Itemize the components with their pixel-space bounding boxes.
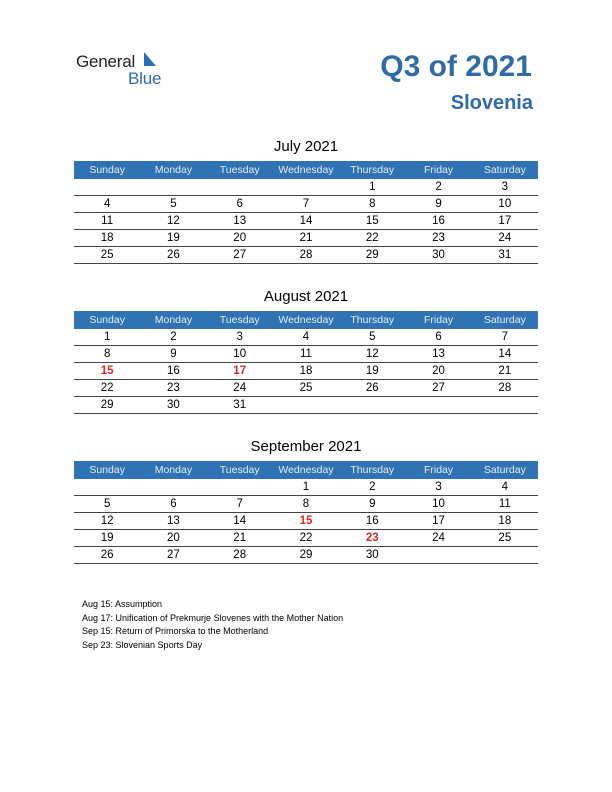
day-cell: 6 — [435, 331, 442, 343]
week-row — [74, 213, 538, 230]
day-cell — [74, 179, 140, 195]
day-cell — [273, 179, 339, 195]
day-cell: 30 — [365, 549, 379, 561]
holiday-note: Aug 17: Unification of Prekmurje Slovenes with the Mother Nation — [82, 612, 344, 623]
day-cell: 24 — [432, 532, 445, 544]
day-cell: 9 — [170, 348, 177, 360]
weeks — [74, 329, 538, 414]
day-cell — [472, 397, 538, 413]
day-cell: 11 — [498, 498, 511, 510]
day-cell: 7 — [501, 331, 509, 343]
day-cell: 24 — [498, 232, 512, 244]
day-cell: 20 — [233, 232, 247, 244]
weekday-label: Friday — [423, 314, 454, 326]
day-cell: 18 — [299, 365, 313, 377]
day-cell: 20 — [432, 365, 445, 377]
day-cell: 6 — [170, 498, 177, 510]
week-row — [74, 346, 538, 363]
weekday-label: Tuesday — [219, 164, 260, 176]
day-cell: 31 — [498, 249, 512, 261]
day-cell: 2 — [170, 331, 177, 343]
weekday-label: Monday — [154, 464, 193, 476]
logo-word-blue: Blue — [128, 69, 162, 88]
page-title: Q3 of 2021 — [380, 50, 532, 83]
logo-triangle-icon — [144, 52, 156, 66]
day-cell: 27 — [233, 249, 247, 261]
day-cell: 30 — [432, 249, 445, 261]
day-cell — [207, 479, 273, 495]
day-cell: 26 — [167, 249, 180, 261]
day-cell: 13 — [432, 348, 445, 360]
day-cell: 23 — [365, 532, 379, 544]
week-row — [74, 530, 538, 547]
day-cell: 16 — [365, 515, 379, 527]
day-cell: 10 — [498, 198, 512, 210]
day-cell: 23 — [432, 232, 445, 244]
day-cell: 5 — [170, 198, 177, 210]
week-row — [74, 179, 538, 196]
day-cell: 29 — [365, 249, 379, 261]
day-cell: 19 — [100, 532, 114, 544]
month-august — [74, 286, 538, 414]
day-cell: 19 — [365, 365, 379, 377]
day-cell: 8 — [103, 348, 111, 360]
day-cell: 5 — [103, 498, 111, 510]
day-cell: 25 — [498, 532, 512, 544]
day-cell: 15 — [365, 215, 379, 227]
day-cell: 1 — [302, 481, 310, 493]
day-cell: 18 — [498, 515, 512, 527]
day-cell: 17 — [432, 515, 445, 527]
day-cell: 14 — [498, 348, 512, 360]
week-row — [74, 247, 538, 264]
week-row — [74, 363, 538, 380]
day-cell: 24 — [233, 382, 247, 394]
day-cell: 23 — [167, 382, 180, 394]
weekday-label: Friday — [423, 464, 454, 476]
weekday-label: Sunday — [89, 464, 125, 476]
weekday-label: Sunday — [89, 164, 125, 176]
day-cell: 29 — [100, 399, 114, 411]
day-cell: 13 — [167, 515, 180, 527]
day-cell — [273, 397, 339, 413]
day-cell: 9 — [369, 498, 376, 510]
day-cell: 7 — [236, 498, 243, 510]
week-row — [74, 196, 538, 213]
day-cell: 12 — [100, 515, 114, 527]
day-cell: 10 — [233, 348, 247, 360]
weekday-header — [74, 461, 538, 479]
day-cell: 13 — [233, 215, 247, 227]
weeks — [74, 179, 538, 264]
day-cell: 28 — [233, 549, 247, 561]
week-row — [74, 513, 538, 530]
day-cell: 4 — [302, 331, 310, 343]
day-cell: 11 — [300, 348, 312, 360]
day-cell: 30 — [167, 399, 180, 411]
day-cell: 28 — [498, 382, 512, 394]
week-row — [74, 380, 538, 397]
day-cell: 21 — [299, 232, 313, 244]
brand-logo — [76, 52, 186, 92]
week-row — [74, 329, 538, 346]
day-cell: 4 — [103, 198, 111, 210]
day-cell: 9 — [435, 198, 442, 210]
weekday-label: Wednesday — [278, 464, 334, 476]
day-cell — [140, 479, 206, 495]
day-cell: 27 — [432, 382, 445, 394]
weekday-label: Saturday — [483, 314, 526, 326]
day-cell: 26 — [100, 549, 114, 561]
day-cell: 12 — [365, 348, 379, 360]
month-july — [74, 136, 538, 264]
month-title: July 2021 — [273, 138, 339, 155]
holiday-notes — [82, 598, 343, 652]
weekday-label: Thursday — [350, 164, 395, 176]
day-cell: 12 — [167, 215, 180, 227]
day-cell: 16 — [167, 365, 180, 377]
weekday-header — [74, 311, 538, 329]
day-cell: 3 — [435, 481, 442, 493]
day-cell — [405, 547, 471, 563]
day-cell — [405, 397, 471, 413]
weekday-label: Sunday — [89, 314, 125, 326]
weekday-label: Friday — [423, 164, 454, 176]
weekday-label: Tuesday — [219, 314, 260, 326]
week-row — [74, 479, 538, 496]
holiday-note: Aug 15: Assumption — [82, 599, 163, 609]
country-name: Slovenia — [450, 92, 533, 114]
day-cell: 2 — [435, 181, 442, 193]
day-cell: 14 — [299, 215, 313, 227]
weekday-label: Thursday — [350, 314, 395, 326]
logo-word-general: General — [76, 52, 136, 71]
day-cell: 25 — [100, 249, 114, 261]
day-cell: 5 — [369, 331, 376, 343]
day-cell: 15 — [299, 515, 313, 527]
month-title: August 2021 — [263, 288, 349, 305]
weekday-label: Thursday — [350, 464, 395, 476]
day-cell: 10 — [432, 498, 445, 510]
day-cell: 8 — [369, 198, 376, 210]
weekday-label: Tuesday — [219, 464, 260, 476]
weekday-label: Monday — [154, 164, 193, 176]
day-cell: 21 — [233, 532, 247, 544]
day-cell: 19 — [167, 232, 180, 244]
day-cell — [140, 179, 206, 195]
week-row — [74, 496, 538, 513]
day-cell: 1 — [103, 331, 111, 343]
weekday-label: Saturday — [483, 164, 526, 176]
weekday-header — [74, 161, 538, 179]
day-cell — [472, 547, 538, 563]
day-cell: 3 — [501, 181, 509, 193]
weekday-label: Saturday — [483, 464, 526, 476]
week-row — [74, 230, 538, 247]
day-cell: 17 — [233, 365, 247, 377]
weekday-label: Wednesday — [278, 314, 334, 326]
day-cell: 21 — [498, 365, 512, 377]
day-cell: 15 — [100, 365, 114, 377]
day-cell: 28 — [299, 249, 313, 261]
day-cell — [74, 479, 140, 495]
day-cell: 31 — [233, 399, 247, 411]
day-cell: 8 — [302, 498, 310, 510]
day-cell: 3 — [236, 331, 243, 343]
day-cell: 1 — [369, 181, 376, 193]
day-cell — [207, 179, 273, 195]
day-cell: 17 — [498, 215, 512, 227]
day-cell: 22 — [299, 532, 313, 544]
holiday-note: Sep 15: Return of Primorska to the Motherland — [82, 626, 269, 637]
weeks — [74, 479, 538, 564]
week-row — [74, 397, 538, 414]
day-cell: 27 — [167, 549, 180, 561]
day-cell: 25 — [299, 382, 313, 394]
month-september — [74, 436, 538, 564]
day-cell: 6 — [236, 198, 243, 210]
weekday-label: Monday — [154, 314, 193, 326]
day-cell: 7 — [302, 198, 310, 210]
day-cell: 18 — [100, 232, 114, 244]
day-cell: 2 — [369, 481, 376, 493]
day-cell: 16 — [432, 215, 445, 227]
day-cell: 26 — [365, 382, 379, 394]
month-title: September 2021 — [250, 438, 362, 455]
day-cell: 22 — [100, 382, 114, 394]
day-cell: 11 — [101, 215, 114, 227]
day-cell: 29 — [299, 549, 313, 561]
day-cell: 20 — [167, 532, 180, 544]
day-cell: 22 — [365, 232, 379, 244]
week-row — [74, 547, 538, 564]
weekday-label: Wednesday — [278, 164, 334, 176]
day-cell: 4 — [501, 481, 509, 493]
day-cell: 14 — [233, 515, 247, 527]
day-cell — [339, 397, 405, 413]
holiday-note: Sep 23: Slovenian Sports Day — [82, 639, 203, 650]
